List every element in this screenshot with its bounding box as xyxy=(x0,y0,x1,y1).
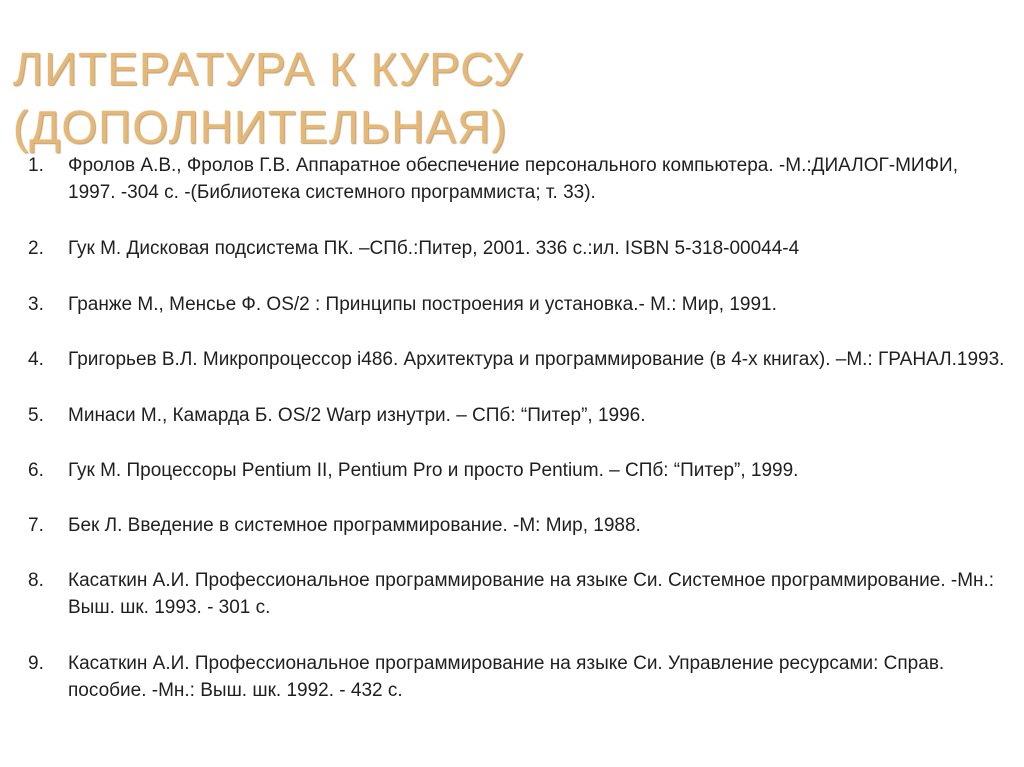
reference-text: Григорьев В.Л. Микропроцессор i486. Архитектура и программирование (в 4-х книгах). –М.: ГРАНАЛ.1993. xyxy=(68,349,1005,370)
reference-number: 3. xyxy=(28,294,44,315)
reference-text: Гук М. Дисковая подсистема ПК. –СПб.:Питер, 2001. 336 с.:ил. ISBN 5-318-00044-4 xyxy=(68,238,800,259)
reference-text: Касаткин А.И. Профессиональное программирование на языке Си. Системное программирование. -Мн.: Выш. шк. 1993. - 301 с. xyxy=(68,570,995,618)
reference-text: Фролов А.В., Фролов Г.В. Аппаратное обеспечение персонального компьютера. -М.:ДИАЛОГ-МИФИ, 1997. -304 с. -(Библиотека системного программиста; т. 33). xyxy=(68,155,958,203)
reference-item xyxy=(28,567,1008,621)
reference-item xyxy=(28,235,1008,262)
reference-text: Касаткин А.И. Профессиональное программирование на языке Си. Управление ресурсами: Справ. пособие. -Мн.: Выш. шк. 1992. - 432 с. xyxy=(68,653,945,701)
reference-number: 9. xyxy=(28,653,44,674)
reference-text: Гук М. Процессоры Pentium II, Pentium Pro и просто Pentium. – СПб: “Питер”, 1999. xyxy=(68,460,799,481)
reference-item xyxy=(28,346,1008,373)
slide-title xyxy=(13,40,1013,156)
reference-item xyxy=(28,457,1008,484)
reference-text: Бек Л. Введение в системное программирование. -М: Мир, 1988. xyxy=(68,515,641,536)
reference-number: 7. xyxy=(28,515,44,536)
reference-number: 4. xyxy=(28,349,44,370)
reference-number: 2. xyxy=(28,238,44,259)
reference-item xyxy=(28,650,1008,704)
reference-number: 5. xyxy=(28,405,44,426)
reference-number: 8. xyxy=(28,570,44,591)
reference-text: Минаси М., Камарда Б. OS/2 Warp изнутри. – СПб: “Питер”, 1996. xyxy=(68,405,646,426)
reference-number: 6. xyxy=(28,460,44,481)
reference-list xyxy=(28,152,1008,704)
reference-text: Гранже М., Менсье Ф. OS/2 : Принципы построения и установка.- М.: Мир, 1991. xyxy=(68,294,777,315)
slide-title-line-1: ЛИТЕРАТУРА К КУРСУ xyxy=(13,43,524,95)
reference-item xyxy=(28,512,1008,539)
reference-number: 1. xyxy=(28,155,44,176)
reference-item xyxy=(28,402,1008,429)
reference-item xyxy=(28,152,1008,206)
slide-title-line-2: (ДОПОЛНИТЕЛЬНАЯ) xyxy=(13,101,508,153)
reference-item xyxy=(28,291,1008,318)
